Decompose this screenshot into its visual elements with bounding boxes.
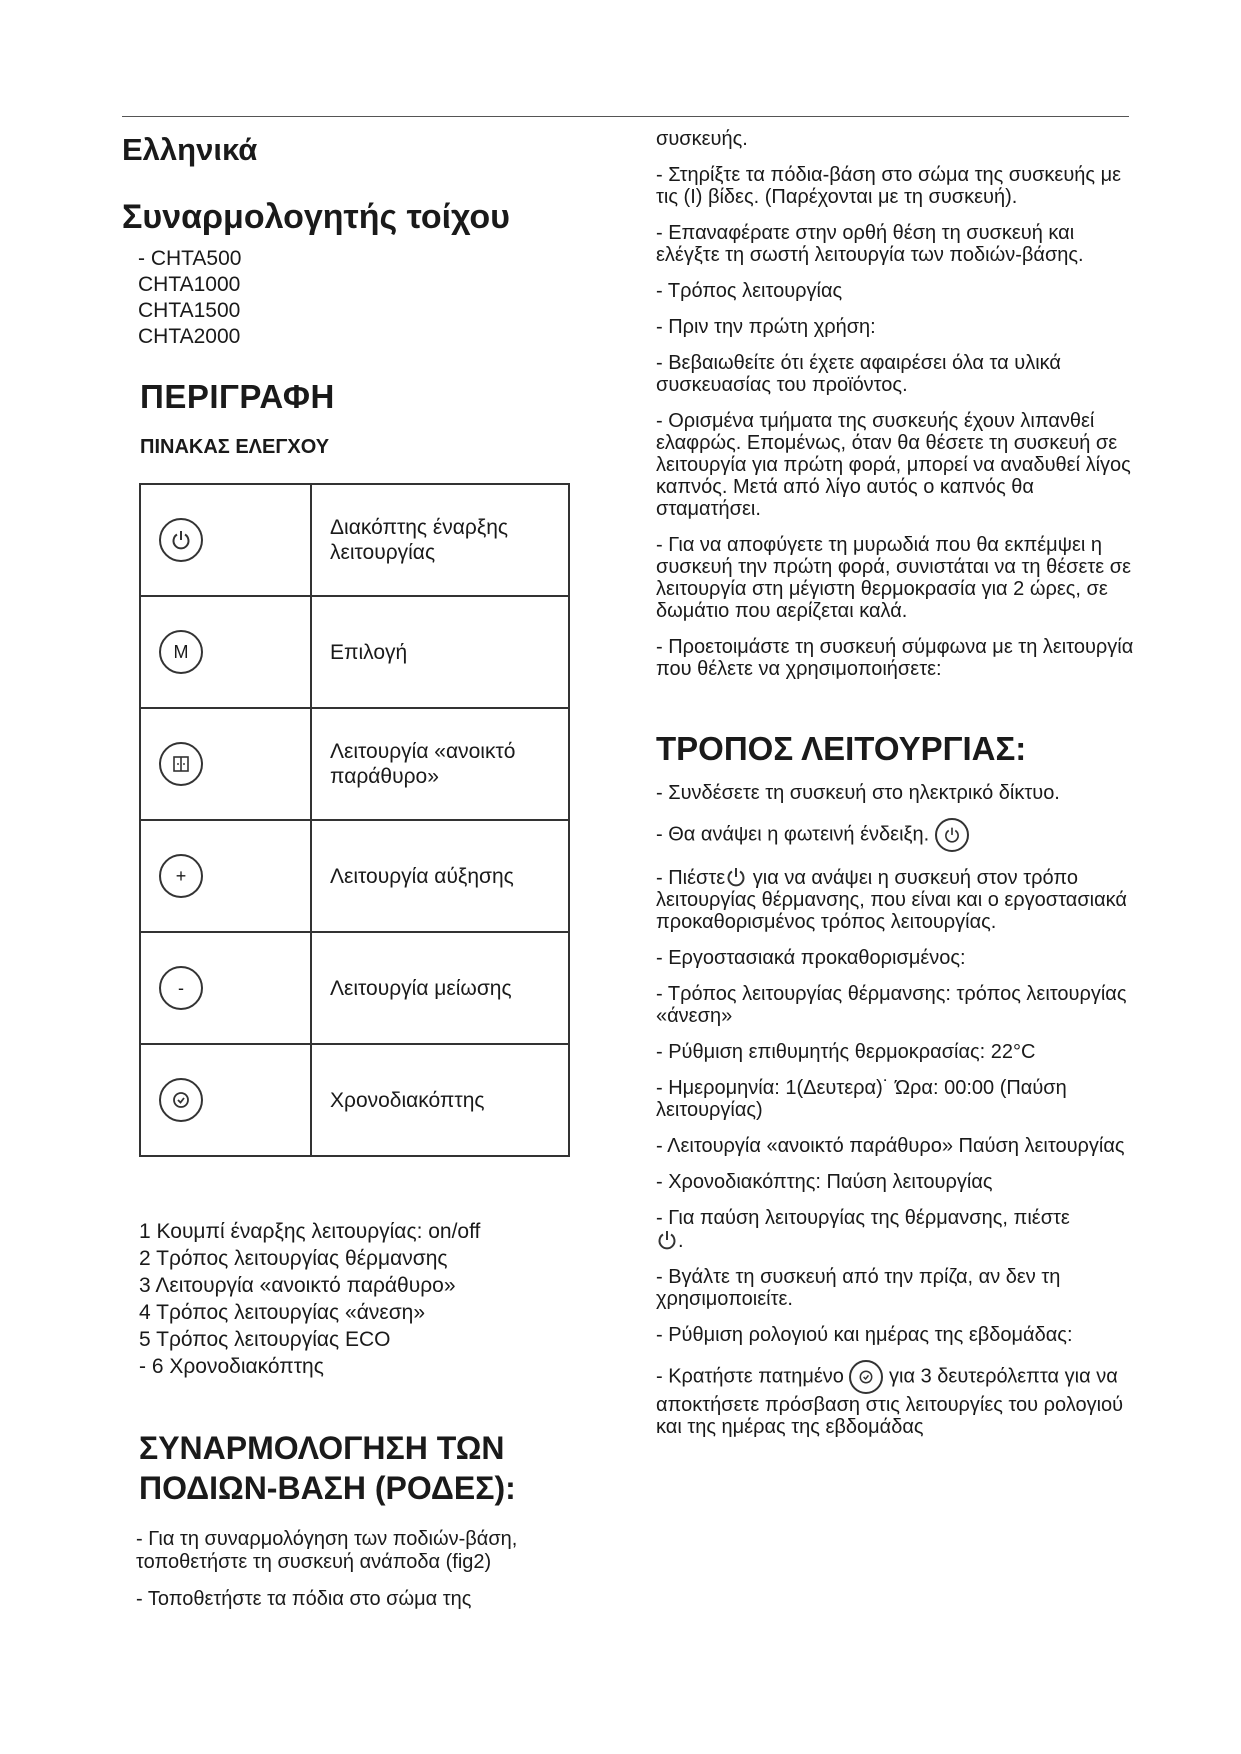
- control-label: Λειτουργία «ανοικτό παράθυρο»: [311, 708, 569, 820]
- paragraph: - Προετοιμάστε τη συσκευή σύμφωνα με τη λειτουργία που θέλετε να χρησιμοποιήσετε:: [656, 636, 1134, 680]
- control-label: Επιλογή: [311, 596, 569, 708]
- paragraph: - Τρόπος λειτουργίας θέρμανσης: τρόπος λειτουργίας «άνεση»: [656, 983, 1127, 1027]
- paragraph: - Ορισμένα τμήματα της συσκευής έχουν λιπανθεί ελαφρώς. Επομένως, όταν θα θέσετε τη συσκευή σε λειτουργία για πρώτη φορά, μπορεί να αναδυθεί λίγος καπνός. Μετά από λίγο αυτός ο καπνός θα σταματήσει.: [656, 410, 1131, 520]
- timer-icon: [849, 1360, 883, 1394]
- table-row: [140, 1044, 569, 1156]
- paragraph: - Συνδέσετε τη συσκευή στο ηλεκτρικό δίκτυο.: [656, 782, 1060, 804]
- paragraph: - Πριν την πρώτη χρήση:: [656, 316, 876, 338]
- control-label: Χρονοδιακόπτης: [311, 1044, 569, 1156]
- plus-icon: +: [159, 854, 203, 898]
- mode-m-icon: M: [159, 630, 203, 674]
- legend-item: 1 Κουμπί έναρξης λειτουργίας: on/off: [139, 1220, 481, 1243]
- timer-icon: [159, 1078, 203, 1122]
- operation-mode-heading: ΤΡΟΠΟΣ ΛΕΙΤΟΥΡΓΙΑΣ:: [656, 730, 1027, 767]
- assembly-text: [136, 1528, 596, 1625]
- paragraph: - Ημερομηνία: 1(Δευτερα)˙ Ώρα: 00:00 (Παύση λειτουργίας): [656, 1077, 1067, 1121]
- paragraph: - Στηρίξτε τα πόδια-βάση στο σώμα της συσκευής με τις (I) βίδες. (Παρέχονται με τη συσκευή).: [656, 164, 1122, 208]
- paragraph: - Βγάλτε τη συσκευή από την πρίζα, αν δεν τη χρησιμοποιείτε.: [656, 1266, 1061, 1310]
- paragraph: [656, 1207, 1136, 1252]
- open-window-icon: [159, 742, 203, 786]
- control-label: Λειτουργία μείωσης: [311, 932, 569, 1044]
- model-item: CHTA1000: [138, 273, 241, 296]
- table-row: [140, 820, 569, 932]
- paragraph: [656, 1360, 1136, 1438]
- paragraph: - Ρύθμιση ρολογιού και ημέρας της εβδομάδας:: [656, 1324, 1073, 1346]
- text: - Για παύση λειτουργίας της θέρμανσης, πιέστε: [656, 1207, 1070, 1229]
- model-item: CHTA2000: [138, 325, 241, 348]
- document-title: Συναρμολογητής τοίχου: [122, 198, 510, 236]
- paragraph: - Βεβαιωθείτε ότι έχετε αφαιρέσει όλα τα υλικά συσκευασίας του προϊόντος.: [656, 352, 1061, 396]
- text: για να ανάψει η συσκευή στον τρόπο λειτουργίας θέρμανσης, που είναι και ο εργοστασιακά προκαθορισμένος τρόπος λειτουργίας.: [656, 867, 1127, 933]
- paragraph: - Τοποθετήστε τα πόδια στο σώμα της: [136, 1588, 472, 1610]
- paragraph: συσκευής.: [656, 128, 748, 150]
- paragraph: - Λειτουργία «ανοικτό παράθυρο» Παύση λειτουργίας: [656, 1135, 1125, 1157]
- legend-item: 3 Λειτουργία «ανοικτό παράθυρο»: [139, 1274, 456, 1297]
- legend-item: - 6 Χρονοδιακόπτης: [139, 1355, 324, 1378]
- control-panel-table: [139, 483, 570, 1157]
- paragraph: - Για τη συναρμολόγηση των ποδιών-βάση, τοποθετήστε τη συσκευή ανάποδα (fig2): [136, 1528, 518, 1573]
- top-rule: [122, 116, 1129, 117]
- text: .: [678, 1230, 684, 1252]
- minus-icon: -: [159, 966, 203, 1010]
- legend-item: 5 Τρόπος λειτουργίας ECO: [139, 1328, 391, 1351]
- control-label: Λειτουργία αύξησης: [311, 820, 569, 932]
- model-item: CHTA1500: [138, 299, 241, 322]
- model-item: - CHTA500: [138, 247, 242, 270]
- model-list: [138, 246, 241, 350]
- table-row: [140, 932, 569, 1044]
- control-label: Διακόπτης έναρξης λειτουργίας: [311, 484, 569, 596]
- paragraph: - Τρόπος λειτουργίας: [656, 280, 843, 302]
- paragraph: [656, 866, 1136, 933]
- control-panel-heading: ΠΙΝΑΚΑΣ ΕΛΕΓΧΟΥ: [140, 436, 330, 458]
- paragraph: - Για να αποφύγετε τη μυρωδιά που θα εκπέμψει η συσκευή την πρώτη φορά, συνιστάται να τη θέσετε σε λειτουργία στη μέγιστη θερμοκρασία για 2 ώρες, σε δωμάτιο που αερίζεται καλά.: [656, 534, 1132, 622]
- paragraph: - Εργοστασιακά προκαθορισμένος:: [656, 947, 966, 969]
- power-icon: [656, 1229, 678, 1251]
- legend-list: [139, 1218, 480, 1380]
- table-row: [140, 484, 569, 596]
- table-row: [140, 596, 569, 708]
- power-icon: [159, 518, 203, 562]
- paragraph: - Επαναφέρατε στην ορθή θέση τη συσκευή και ελέγξτε τη σωστή λειτουργία των ποδιών-βάσης.: [656, 222, 1084, 266]
- text: - Πιέστε: [656, 867, 726, 889]
- right-column: [656, 128, 1136, 1452]
- legend-item: 4 Τρόπος λειτουργίας «άνεση»: [139, 1301, 426, 1324]
- text: - Θα ανάψει η φωτεινή ένδειξη.: [656, 823, 930, 846]
- language-heading: Ελληνικά: [122, 132, 258, 167]
- text: για 3 δευτερόλεπτα για να αποκτήσετε πρόσβαση στις λειτουργίες του ρολογιού και της ημέρας της εβδομάδας: [656, 1365, 1124, 1438]
- power-icon: [935, 818, 969, 852]
- table-row: [140, 708, 569, 820]
- text: - Κρατήστε πατημένο: [656, 1365, 844, 1388]
- legend-item: 2 Τρόπος λειτουργίας θέρμανσης: [139, 1247, 448, 1270]
- description-heading: ΠΕΡΙΓΡΑΦΗ: [140, 378, 335, 415]
- paragraph: - Ρύθμιση επιθυμητής θερμοκρασίας: 22°C: [656, 1041, 1036, 1063]
- power-icon: [725, 866, 747, 888]
- assembly-heading: ΣΥΝΑΡΜΟΛΟΓΗΣΗ ΤΩΝ ΠΟΔΙΩΝ-ΒΑΣΗ (ΡΟΔΕΣ):: [139, 1430, 516, 1506]
- paragraph: [656, 818, 1136, 852]
- paragraph: - Χρονοδιακόπτης: Παύση λειτουργίας: [656, 1171, 993, 1193]
